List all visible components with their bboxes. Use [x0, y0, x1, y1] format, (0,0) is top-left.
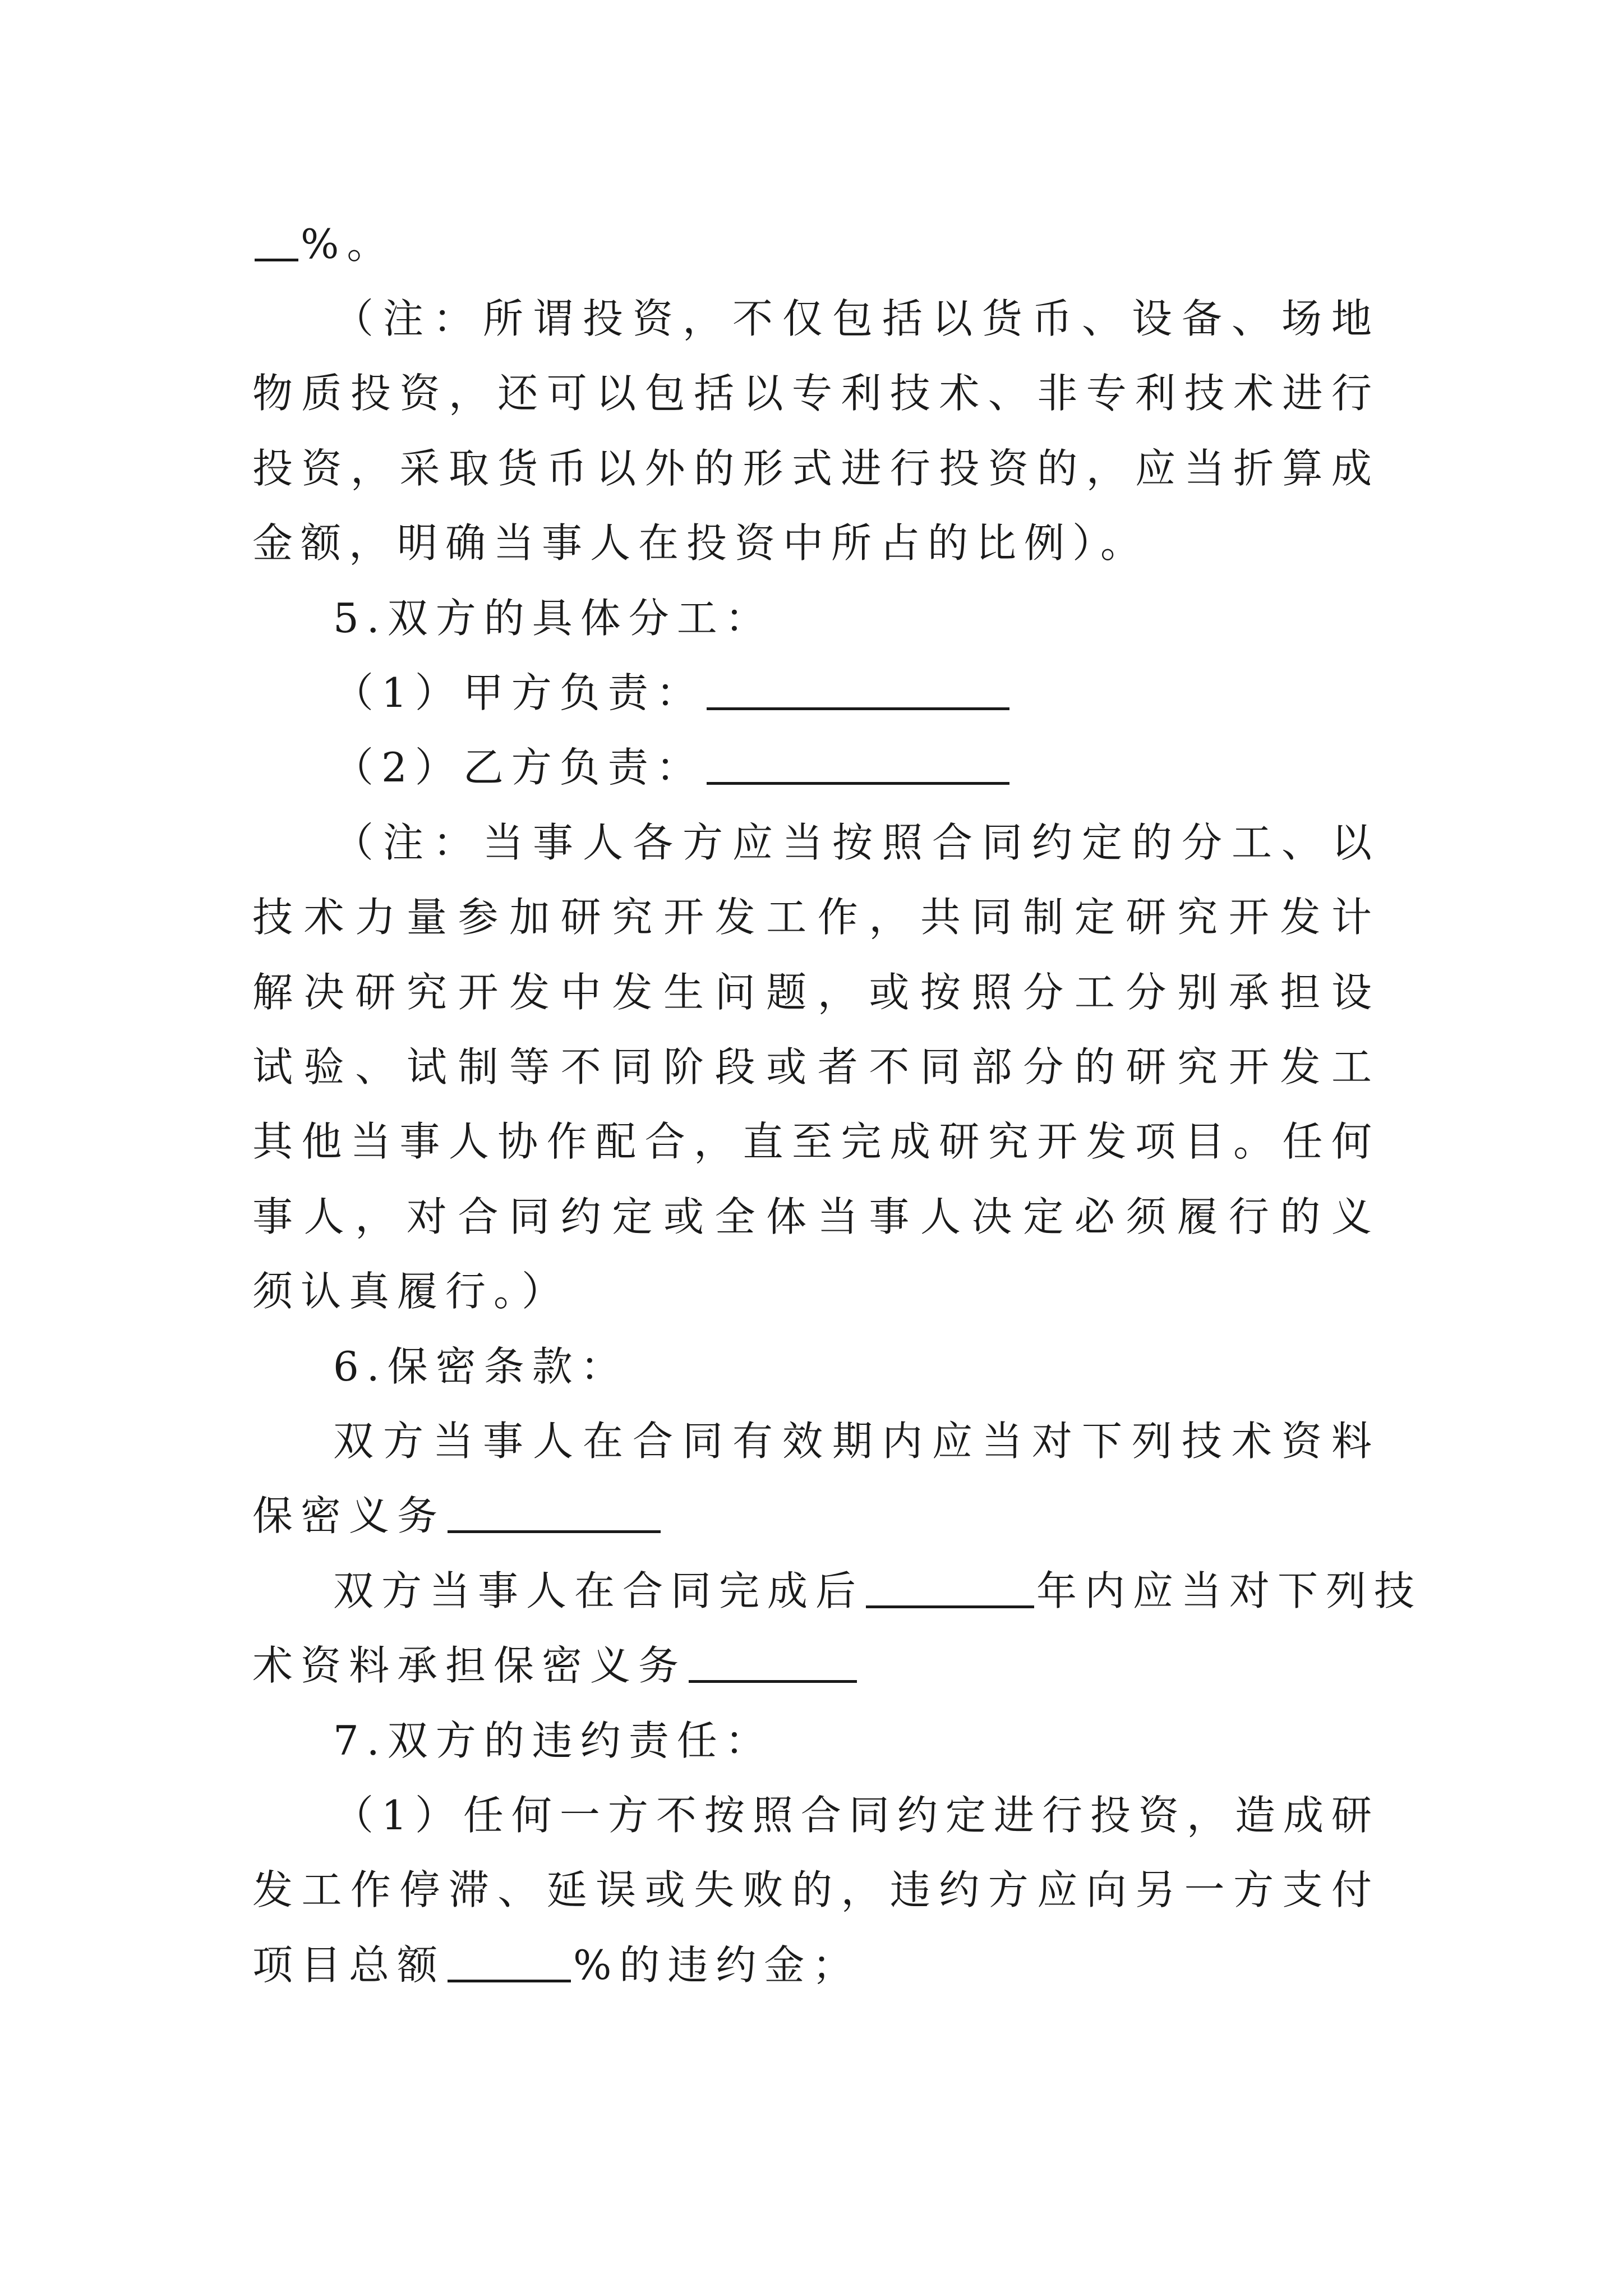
- liability-line: 发工作停滞、延误或失败的，违约方应向另一方支付: [252, 1866, 1380, 1913]
- section-heading-division: 5.双方的具体分工：: [333, 595, 773, 642]
- fill-blank: [448, 1491, 661, 1533]
- fill-blank: [707, 668, 1009, 710]
- note-paragraph-line: 投资，采取货币以外的形式进行投资的，应当折算成: [252, 445, 1380, 492]
- liability-line: （1）任何一方不按照合同约定进行投资，造成研: [333, 1792, 1380, 1839]
- party-a-duty-line: （1）甲方负责：: [333, 665, 1012, 721]
- section-heading-liability: 7.双方的违约责任：: [333, 1717, 773, 1764]
- note-paragraph-line: 试验、试制等不同阶段或者不同部分的研究开发工: [252, 1043, 1380, 1091]
- fill-blank: [866, 1566, 1034, 1608]
- section-heading-confidentiality: 6.保密条款：: [333, 1343, 629, 1390]
- note-paragraph-line: 物质投资，还可以包括以专利技术、非专利技术进行: [252, 370, 1380, 417]
- confidentiality-line: 保密义务: [252, 1488, 663, 1544]
- note-paragraph-line: 须认真履行。）: [252, 1268, 570, 1315]
- fill-blank: [255, 219, 298, 261]
- note-paragraph-line: （注：当事人各方应当按照合同约定的分工、以: [333, 819, 1380, 866]
- note-paragraph-line: 解决研究开发中发生问题，或按照分工分别承担设: [252, 969, 1380, 1016]
- note-paragraph-line: 事人，对合同约定或全体当事人决定必须履行的义: [252, 1193, 1380, 1240]
- fill-blank: [689, 1641, 857, 1683]
- confidentiality-line: 术资料承担保密义务: [252, 1637, 859, 1694]
- note-paragraph-line: （注：所谓投资，不仅包括以货币、设备、场地: [333, 295, 1380, 342]
- fill-blank: [448, 1940, 571, 1982]
- note-paragraph-line: 其他当事人协作配合，直至完成研究开发项目。任何: [252, 1118, 1380, 1165]
- fill-blank: [707, 743, 1009, 785]
- note-paragraph-line: 金额，明确当事人在投资中所占的比例）。: [252, 519, 1149, 567]
- note-paragraph-line: 技术力量参加研究开发工作，共同制定研究开发计: [252, 894, 1380, 941]
- confidentiality-line: 双方当事人在合同有效期内应当对下列技术资料: [333, 1418, 1380, 1465]
- party-b-duty-line: （2）乙方负责：: [333, 739, 1012, 795]
- liability-line: 项目总额 %的违约金；: [252, 1941, 861, 1989]
- text-line-1: %。: [252, 216, 395, 272]
- confidentiality-line: 双方当事人在合同完成后 年内应当对下列技: [333, 1567, 1423, 1614]
